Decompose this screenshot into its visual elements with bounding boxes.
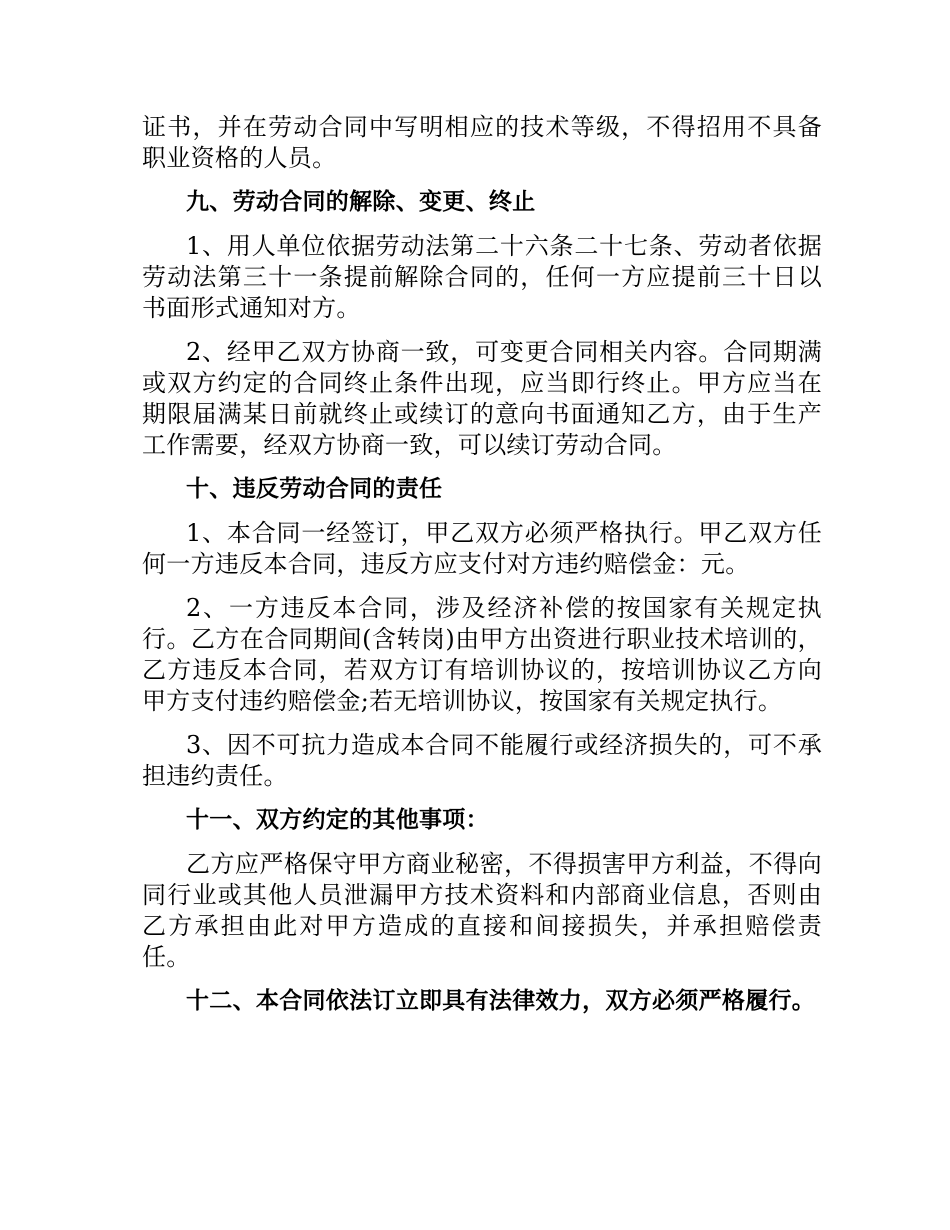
paragraph-intro: 证书，并在劳动合同中写明相应的技术等级，不得招用不具备职业资格的人员。 [142, 113, 822, 172]
paragraph-10-2: 2、一方违反本合同，涉及经济补偿的按国家有关规定执行。乙方在合同期间(含转岗)由甲方出资进行职业技术培训的，乙方违反本合同，若双方订有培训协议的，按培训协议乙方向甲方支付违约赔偿金;若无培训协议，按国家有关规定执行。 [142, 594, 822, 715]
paragraph-11: 乙方应严格保守甲方商业秘密，不得损害甲方利益，不得向同行业或其他人员泄漏甲方技术资料和内部商业信息，否则由乙方承担由此对甲方造成的直接和间接损失，并承担赔偿责任。 [142, 850, 822, 971]
document-page [142, 112, 822, 1030]
section-heading-10: 十、违反劳动合同的责任 [186, 476, 443, 502]
paragraph-9-2: 2、经甲乙双方协商一致，可变更合同相关内容。合同期满或双方约定的合同终止条件出现，应当即行终止。甲方应当在期限届满某日前就终止或续订的意向书面通知乙方，由于生产工作需要，经双方协商一致，可以续订劳动合同。 [142, 338, 822, 459]
paragraph-9-1: 1、用人单位依据劳动法第二十六条二十七条、劳动者依据劳动法第三十一条提前解除合同的，任何一方应提前三十日以书面形式通知对方。 [142, 232, 822, 322]
section-heading-12: 十二、本合同依法订立即具有法律效力，双方必须严格履行。 [186, 988, 816, 1014]
section-heading-11: 十一、双方约定的其他事项： [186, 807, 489, 833]
paragraph-10-1: 1、本合同一经签订，甲乙双方必须严格执行。甲乙双方任何一方违反本合同，违反方应支付对方违约赔偿金：元。 [142, 519, 822, 578]
paragraph-10-3: 3、因不可抗力造成本合同不能履行或经济损失的，可不承担违约责任。 [142, 731, 822, 790]
section-heading-9: 九、劳动合同的解除、变更、终止 [186, 189, 536, 215]
